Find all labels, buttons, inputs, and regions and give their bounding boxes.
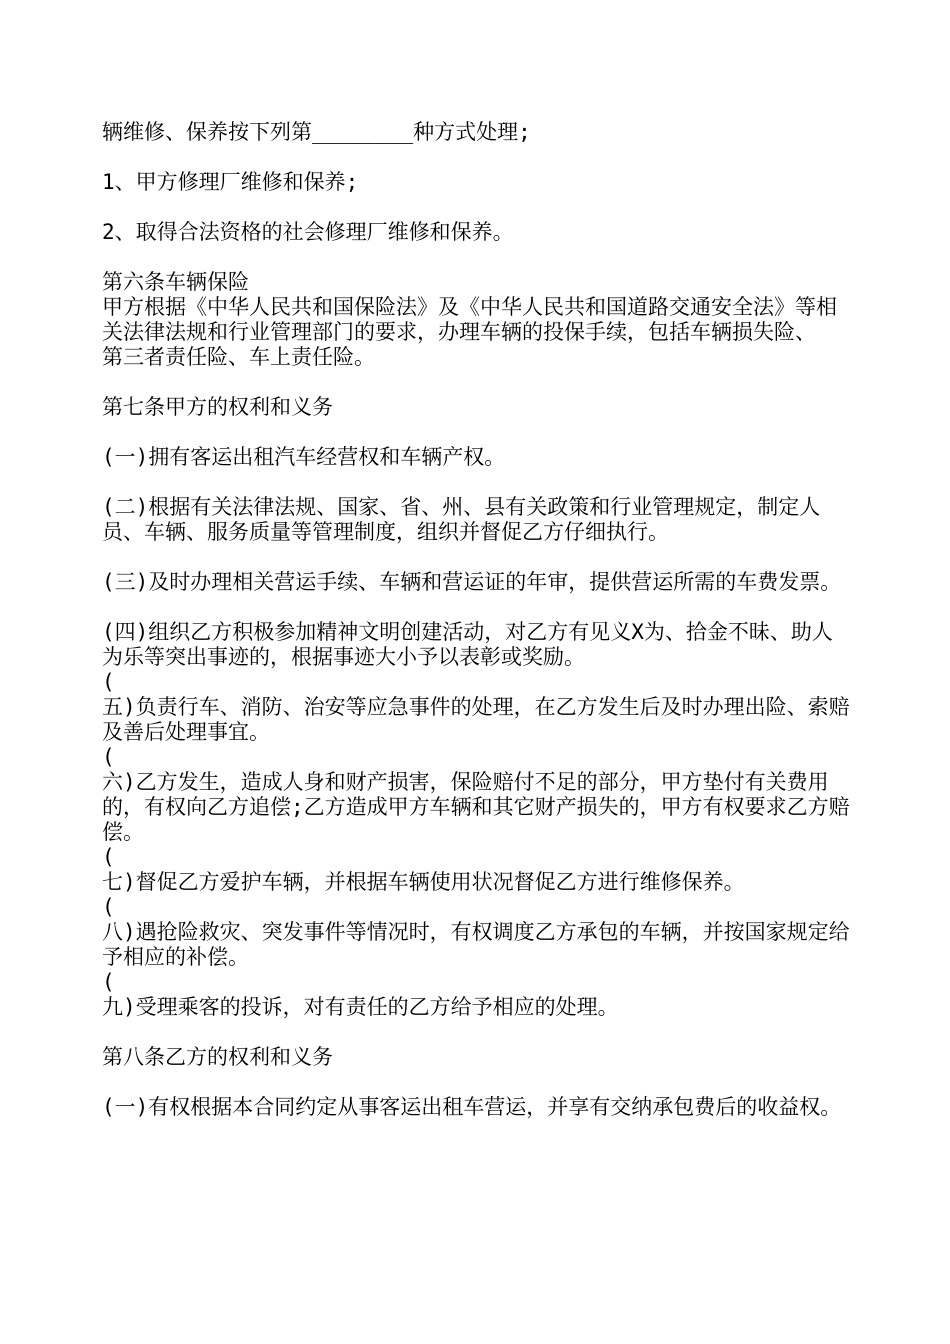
- clause-a-4: (四)组织乙方积极参加精神文明创建活动，对乙方有见义X为、拾金不昧、助人为乐等突出事迹的，根据事迹大小予以表彰或奖励。: [102, 620, 833, 669]
- clause-a-7: 七)督促乙方爱护车辆，并根据车辆使用状况督促乙方进行维修保养。: [102, 870, 745, 894]
- section-heading-article-6: 第六条车辆保险: [102, 270, 249, 294]
- clause-a-8: 八)遇抢险救灾、突发事件等情况时，有权调度乙方承包的车辆，并按国家规定给予相应的补偿。: [102, 920, 850, 969]
- section-heading-article-7: 第七条甲方的权利和义务: [102, 395, 333, 419]
- clause-a-5: 五)负责行车、消防、治安等应急事件的处理，在乙方发生后及时办理出险、索赔及善后处理事宜。: [102, 695, 850, 744]
- clause-a-8-bracket: (: [102, 895, 115, 919]
- paragraph-insurance-cont: 第三者责任险、车上责任险。: [102, 345, 375, 369]
- clause-a-9: 九)受理乘客的投诉，对有责任的乙方给予相应的处理。: [102, 995, 619, 1019]
- clause-a-5-bracket: (: [102, 670, 115, 694]
- section-heading-article-8: 第八条乙方的权利和义务: [102, 1045, 333, 1069]
- clause-a-1: (一)拥有客运出租汽车经营权和车辆产权。: [102, 445, 506, 469]
- clause-a-9-bracket: (: [102, 970, 115, 994]
- paragraph-option-2: 2、取得合法资格的社会修理厂维修和保养。: [102, 220, 514, 244]
- clause-a-6: 六)乙方发生，造成人身和财产损害，保险赔付不足的部分，甲方垫付有关费用的，有权向乙方追偿;乙方造成甲方车辆和其它财产损失的，甲方有权要求乙方赔偿。: [102, 770, 850, 844]
- paragraph-insurance: 甲方根据《中华人民共和国保险法》及《中华人民共和国道路交通安全法》等相关法律法规和行业管理部门的要求，办理车辆的投保手续，包括车辆损失险、: [102, 295, 837, 344]
- clause-b-1: (一)有权根据本合同约定从事客运出租车营运，并享有交纳承包费后的收益权。: [102, 1095, 842, 1119]
- clause-a-7-bracket: (: [102, 845, 115, 869]
- clause-a-6-bracket: (: [102, 745, 115, 769]
- document-body: [102, 120, 852, 1120]
- paragraph-repair-method: 辆维修、保养按下列第________种方式处理;: [102, 120, 531, 144]
- paragraph-option-1: 1、甲方修理厂维修和保养;: [102, 170, 359, 194]
- clause-a-2: (二)根据有关法律法规、国家、省、州、县有关政策和行业管理规定，制定人员、车辆、服务质量等管理制度，组织并督促乙方仔细执行。: [102, 495, 821, 544]
- clause-a-3: (三)及时办理相关营运手续、车辆和营运证的年审，提供营运所需的车费发票。: [102, 570, 842, 594]
